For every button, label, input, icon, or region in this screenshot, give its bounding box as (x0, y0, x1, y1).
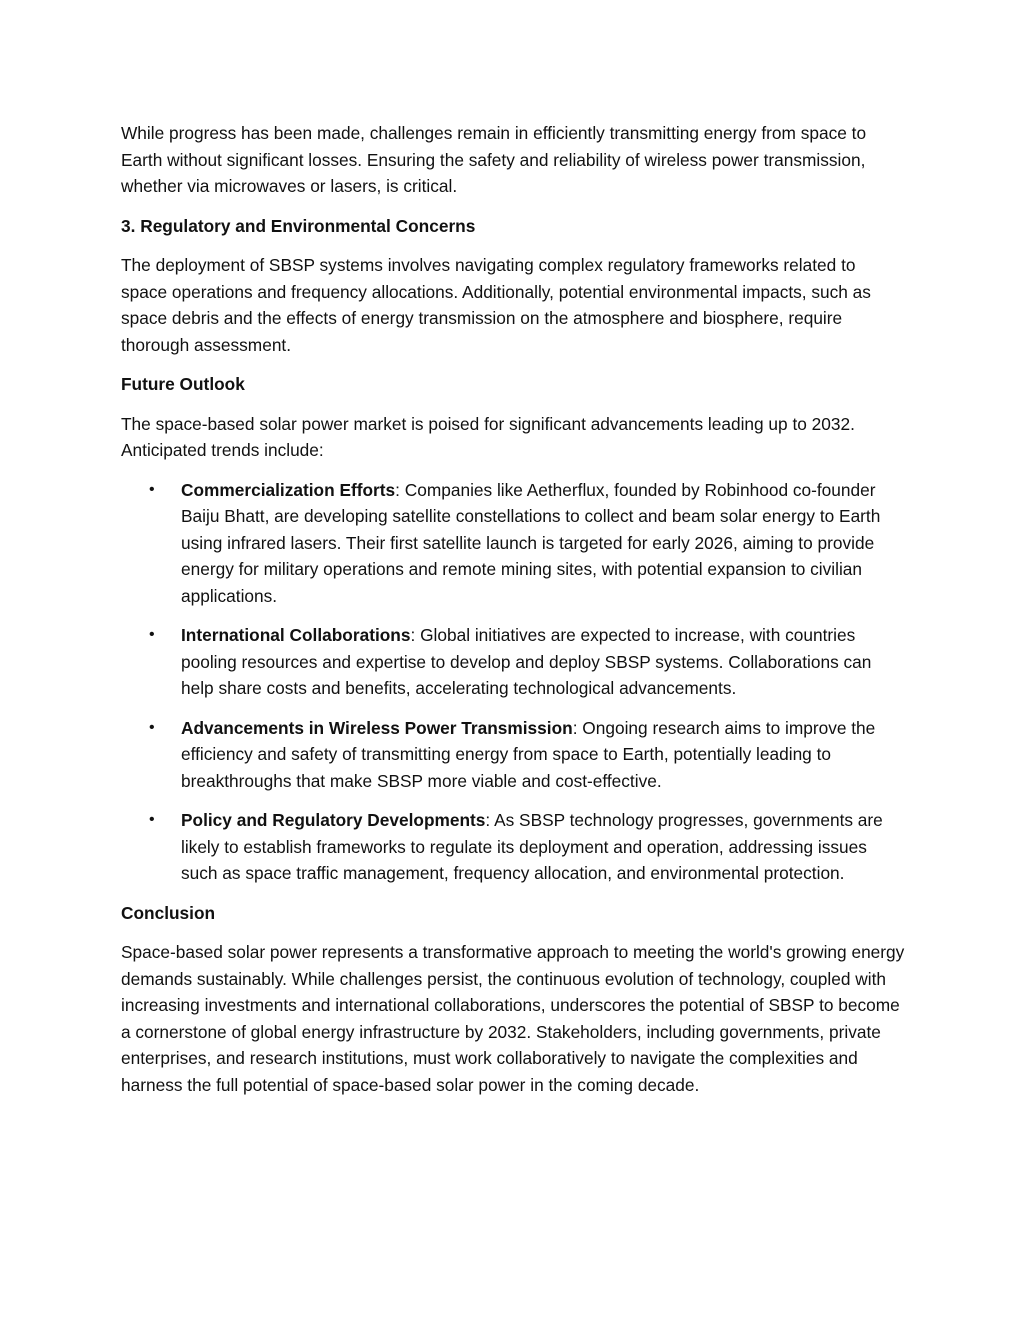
list-item (121, 715, 906, 795)
regulatory-paragraph: The deployment of SBSP systems involves navigating complex regulatory frameworks related to space operations and frequency allocations. Additionally, potential environmental impacts, such as space debris and the effects of energy transmission on the atmosphere and biosphere, require thorough assessment. (121, 255, 871, 355)
future-outlook-heading: Future Outlook (121, 374, 245, 394)
intro-paragraph: While progress has been made, challenges remain in efficiently transmitting energy from space to Earth without significant losses. Ensuring the safety and reliability of wireless power transmission, whether via microwaves or lasers, is critical. (121, 123, 867, 196)
regulatory-heading: 3. Regulatory and Environmental Concerns (121, 215, 476, 236)
future-outlook-paragraph: The space-based solar power market is poised for significant advancements leading up to 2032. Anticipated trends include: (121, 413, 855, 460)
item-term: Advancements in Wireless Power Transmission (181, 717, 573, 738)
item-text: : Ongoing research aims to improve the efficiency and safety of transmitting energy from space to Earth, potentially leading to breakthroughs that make SBSP more viable and cost-effective. (181, 717, 876, 791)
bullet-icon: • (149, 811, 155, 828)
list-item (121, 807, 906, 887)
item-text: : Global initiatives are expected to increase, with countries pooling resources and expertise to develop and deploy SBSP systems. Collaborations can help share costs and benefits, accelerating technological advancements. (181, 625, 872, 698)
document-page (121, 120, 906, 1111)
item-text: : Companies like Aetherflux, founded by Robinhood co-founder Baiju Bhatt, are developing satellite constellations to collect and beam solar energy to Earth using infrared lasers. Their first satellite launch is targeted for early 2026, aiming to provide energy for military operations and remote mining sites, with potential expansion to civilian applications. (181, 479, 881, 606)
list-item (121, 477, 906, 610)
item-term: Policy and Regulatory Developments (181, 810, 486, 830)
bullet-icon: • (149, 718, 155, 736)
item-term: Commercialization Efforts (181, 479, 396, 500)
bullet-icon: • (149, 626, 155, 643)
item-text: : As SBSP technology progresses, governments are likely to establish frameworks to regulate its deployment and operation, addressing issues such as space traffic management, frequency allocation, and environmental protection. (181, 810, 883, 883)
conclusion-paragraph: Space-based solar power represents a transformative approach to meeting the world's growing energy demands sustainably. While challenges persist, the continuous evolution of technology, coupled with increasing investments and international collaborations, underscores the potential of SBSP to become a cornerstone of global energy infrastructure by 2032. Stakeholders, including governments, private enterprises, and research institutions, must work collaboratively to navigate the complexities and harness the full potential of space-based solar power in the coming decade. (121, 942, 905, 1095)
list-item (121, 622, 906, 702)
trends-list (121, 477, 906, 887)
item-term: International Collaborations (181, 625, 411, 645)
conclusion-heading: Conclusion (121, 902, 216, 923)
bullet-icon: • (149, 480, 155, 498)
